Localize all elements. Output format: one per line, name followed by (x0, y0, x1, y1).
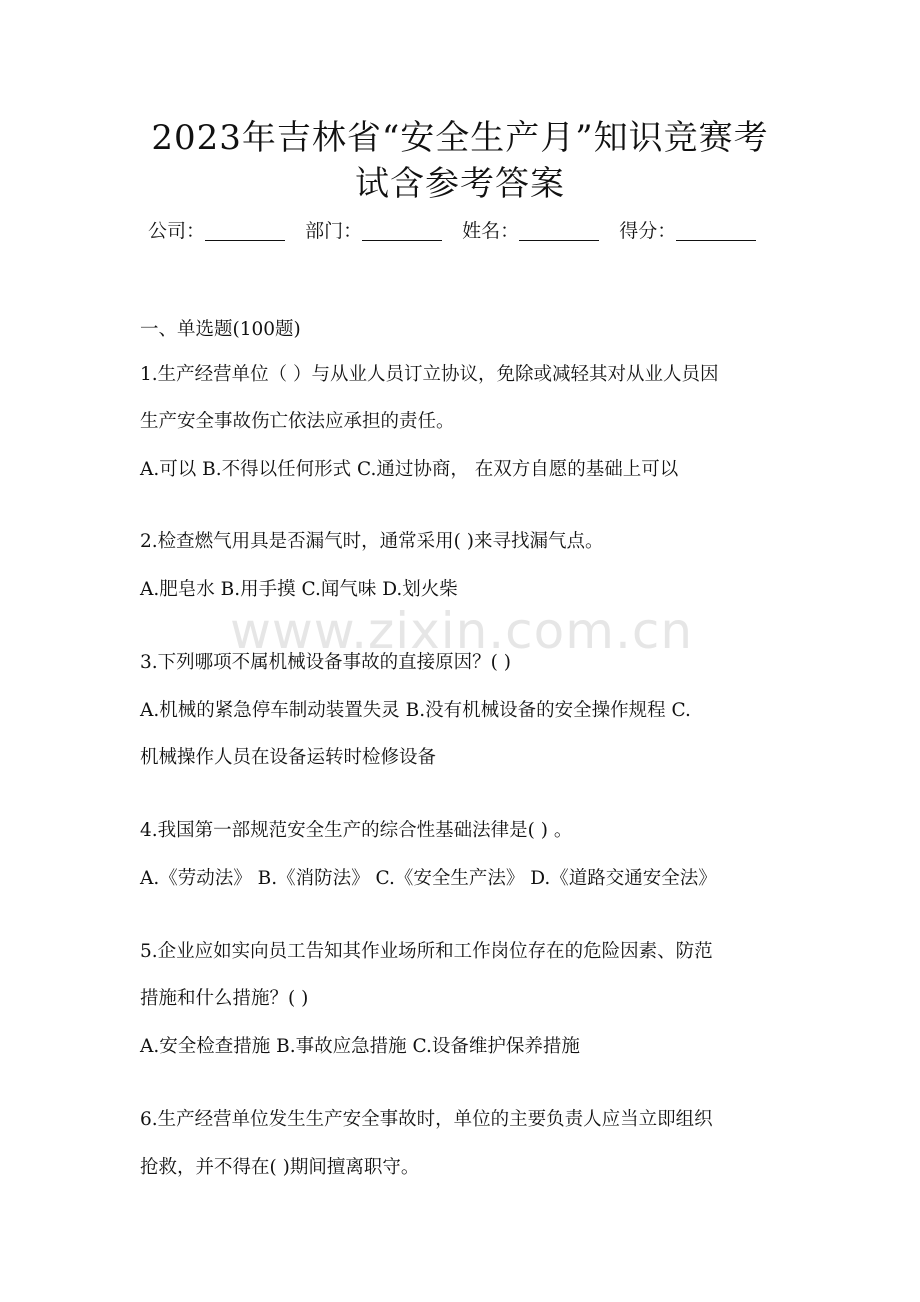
question-5-options: A.安全检查措施 B.事故应急措施 C.设备维护保养措施 (140, 1036, 580, 1057)
name-label: 姓名： (462, 220, 520, 242)
watermark: www.zixin.com.cn (230, 602, 694, 660)
question-1-options: A.可以 B.不得以任何形式 C.通过协商， 在双方自愿的基础上可以 (140, 459, 679, 480)
company-blank (205, 220, 285, 241)
company-label: 公司： (148, 220, 206, 242)
question-4-line-1: 4.我国第一部规范安全生产的综合性基础法律是( ) 。 (140, 820, 573, 841)
question-5-line-2: 措施和什么措施？( ) (140, 988, 309, 1009)
question-3-options-line-2: 机械操作人员在设备运转时检修设备 (140, 747, 437, 768)
question-3-line-1: 3.下列哪项不属机械设备事故的直接原因？( ) (140, 652, 511, 673)
document-title-line-1: 2023年吉林省“安全生产月”知识竞赛考 (151, 118, 769, 158)
question-3-options-line-1: A.机械的紧急停车制动装置失灵 B.没有机械设备的安全操作规程 C. (140, 700, 691, 721)
document-title-line-2: 试含参考答案 (355, 164, 565, 204)
score-label: 得分： (619, 220, 677, 242)
name-blank (519, 220, 599, 241)
department-label: 部门： (305, 220, 363, 242)
section-heading: 一、单选题(100题) (140, 319, 301, 340)
score-blank (676, 220, 756, 241)
question-1-line-1: 1.生产经营单位（ ）与从业人员订立协议，免除或减轻其对从业人员因 (140, 364, 719, 385)
question-1-line-2: 生产安全事故伤亡依法应承担的责任。 (140, 411, 455, 432)
department-blank (362, 220, 442, 241)
question-4-options: A.《劳动法》 B.《消防法》 C.《安全生产法》 D.《道路交通安全法》 (140, 868, 717, 889)
question-2-line-1: 2.检查燃气用具是否漏气时，通常采用( )来寻找漏气点。 (140, 531, 604, 552)
question-6-line-2: 抢救，并不得在( )期间擅离职守。 (140, 1157, 420, 1178)
question-2-options: A.肥皂水 B.用手摸 C.闻气味 D.划火柴 (140, 579, 458, 600)
info-fields (148, 216, 788, 243)
question-5-line-1: 5.企业应如实向员工告知其作业场所和工作岗位存在的危险因素、防范 (140, 941, 713, 962)
question-6-line-1: 6.生产经营单位发生生产安全事故时，单位的主要负责人应当立即组织 (140, 1109, 713, 1130)
